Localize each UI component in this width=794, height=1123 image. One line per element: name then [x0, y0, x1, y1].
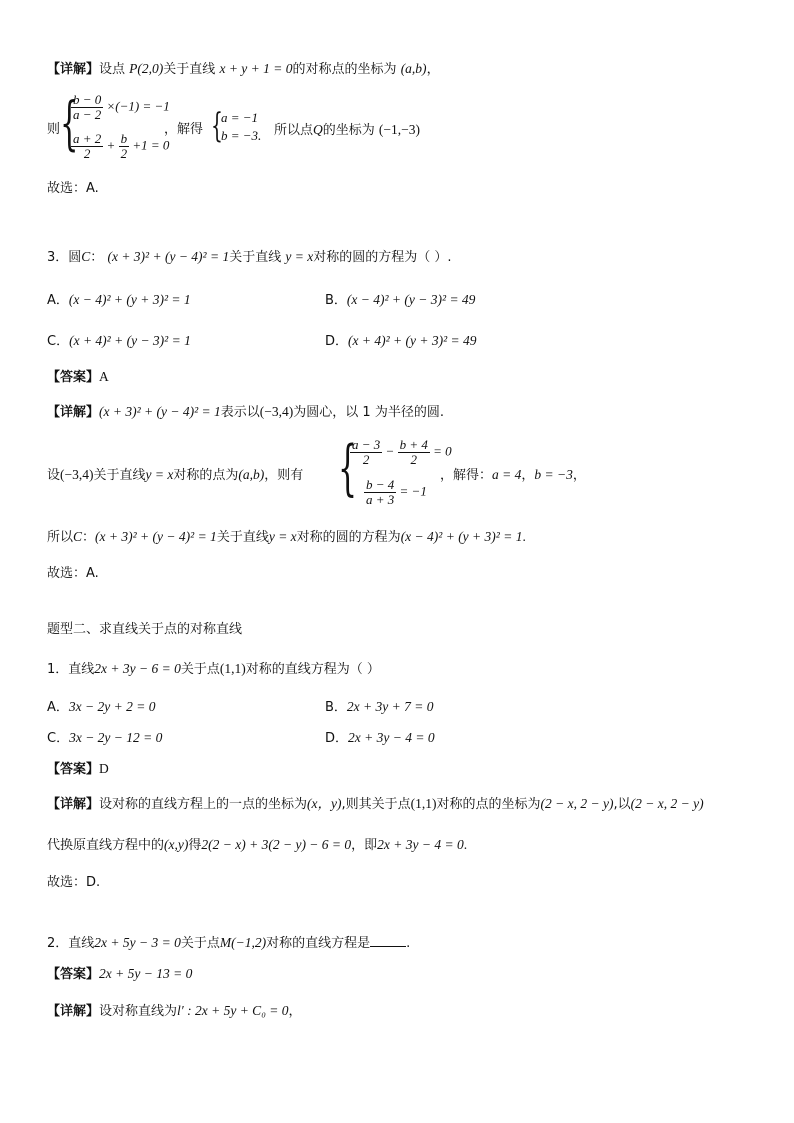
- conclusion-line: 所以点Q的坐标为 (−1,−3): [274, 122, 421, 138]
- explanation-tag: 【详解】: [47, 1004, 100, 1019]
- solution-brace: {: [211, 106, 223, 146]
- choose-line: 故选：A.: [47, 181, 99, 196]
- question-2-stem: 2．直线2x + 5y − 3 = 0关于点M(−1,2)对称的直线方程是 .: [47, 935, 411, 951]
- answer-blank[interactable]: [370, 934, 406, 947]
- option-a[interactable]: A．(x − 4)² + (y + 3)² = 1: [47, 292, 191, 308]
- explanation-tag: 【详解】: [47, 62, 100, 77]
- section-heading: 题型二、求直线关于点的对称直线: [47, 622, 243, 637]
- choose-line: 故选：A.: [47, 566, 99, 581]
- explanation-tag: 【详解】: [47, 797, 100, 812]
- system-brace: {: [338, 433, 358, 503]
- choose-line: 故选：D.: [47, 875, 101, 890]
- solve-label: ，解得: [164, 122, 204, 137]
- answer-line: 【答案】2x + 5y − 13 = 0: [47, 966, 193, 982]
- answer-tag: 【答案】: [47, 762, 100, 777]
- explanation-line-2b: ，解得：a = 4，b = −3，: [440, 467, 586, 483]
- solution-then: 则: [47, 122, 61, 137]
- system-equation-1: $\frac{b - 0}{a - 2}$ ×(−1) = −1: [73, 92, 170, 122]
- option-b[interactable]: B．(x − 4)² + (y − 3)² = 49: [325, 292, 476, 308]
- system-equation-2: $\frac{b - 4}{a + 3}$ = −1: [366, 477, 427, 507]
- explanation-line: 【详解】设对称直线为l′ : 2x + 5y + C₀ = 0，: [47, 1003, 302, 1019]
- answer-tag: 【答案】: [47, 370, 100, 385]
- question-3-stem: 3．圆C： (x + 3)² + (y − 4)² = 1关于直线 y = x对称的圆的方程为（ ）.: [47, 249, 452, 265]
- option-d[interactable]: D．(x + 4)² + (y + 3)² = 49: [325, 333, 477, 349]
- explanation-line-2a: 设(−3,4)关于直线y = x对称的点为(a,b)，则有: [47, 467, 304, 483]
- solution-a: a = −1: [221, 110, 259, 125]
- answer-tag: 【答案】: [47, 967, 100, 982]
- answer-line: 【答案】D: [47, 761, 109, 777]
- option-a[interactable]: A．3x − 2y + 2 = 0: [47, 699, 156, 715]
- option-c[interactable]: C．3x − 2y − 12 = 0: [47, 730, 163, 746]
- system-equation-1: $\frac{a - 3}{2}$ − $\frac{b + 4}{2}$ = 0: [352, 437, 452, 467]
- question-1-stem: 1．直线2x + 3y − 6 = 0关于点(1,1)对称的直线方程为（ ）: [47, 661, 380, 677]
- answer-line: 【答案】A: [47, 369, 109, 385]
- option-b[interactable]: B．2x + 3y + 7 = 0: [325, 699, 434, 715]
- option-c[interactable]: C．(x + 4)² + (y − 3)² = 1: [47, 333, 191, 349]
- solution-b: b = −3.: [221, 128, 262, 143]
- explanation-line-2: 代换原直线方程中的(x,y)得2(2 − x) + 3(2 − y) − 6 = 0，即2x + 3y − 4 = 0.: [47, 837, 468, 853]
- explanation-line: 【详解】(x + 3)² + (y − 4)² = 1表示以(−3,4)为圆心，以 1 为半径的圆.: [47, 404, 444, 420]
- solution-line: 【详解】设点 P(2,0)关于直线 x + y + 1 = 0的对称点的坐标为 (a,b)，: [47, 61, 440, 77]
- explanation-tag: 【详解】: [47, 405, 100, 420]
- option-d[interactable]: D．2x + 3y − 4 = 0: [325, 730, 435, 746]
- system-equation-2: $\frac{a + 2}{2}$ + $\frac{b}{2}$ +1 = 0: [73, 131, 170, 161]
- system-brace: {: [60, 89, 79, 157]
- explanation-line: 【详解】设对称的直线方程上的一点的坐标为(x，y),则其关于点(1,1)对称的点的坐标为(2 − x, 2 − y),以(2 − x, 2 − y): [47, 796, 704, 812]
- explanation-line-3: 所以C：(x + 3)² + (y − 4)² = 1关于直线y = x对称的圆的方程为(x − 4)² + (y + 3)² = 1.: [47, 529, 526, 545]
